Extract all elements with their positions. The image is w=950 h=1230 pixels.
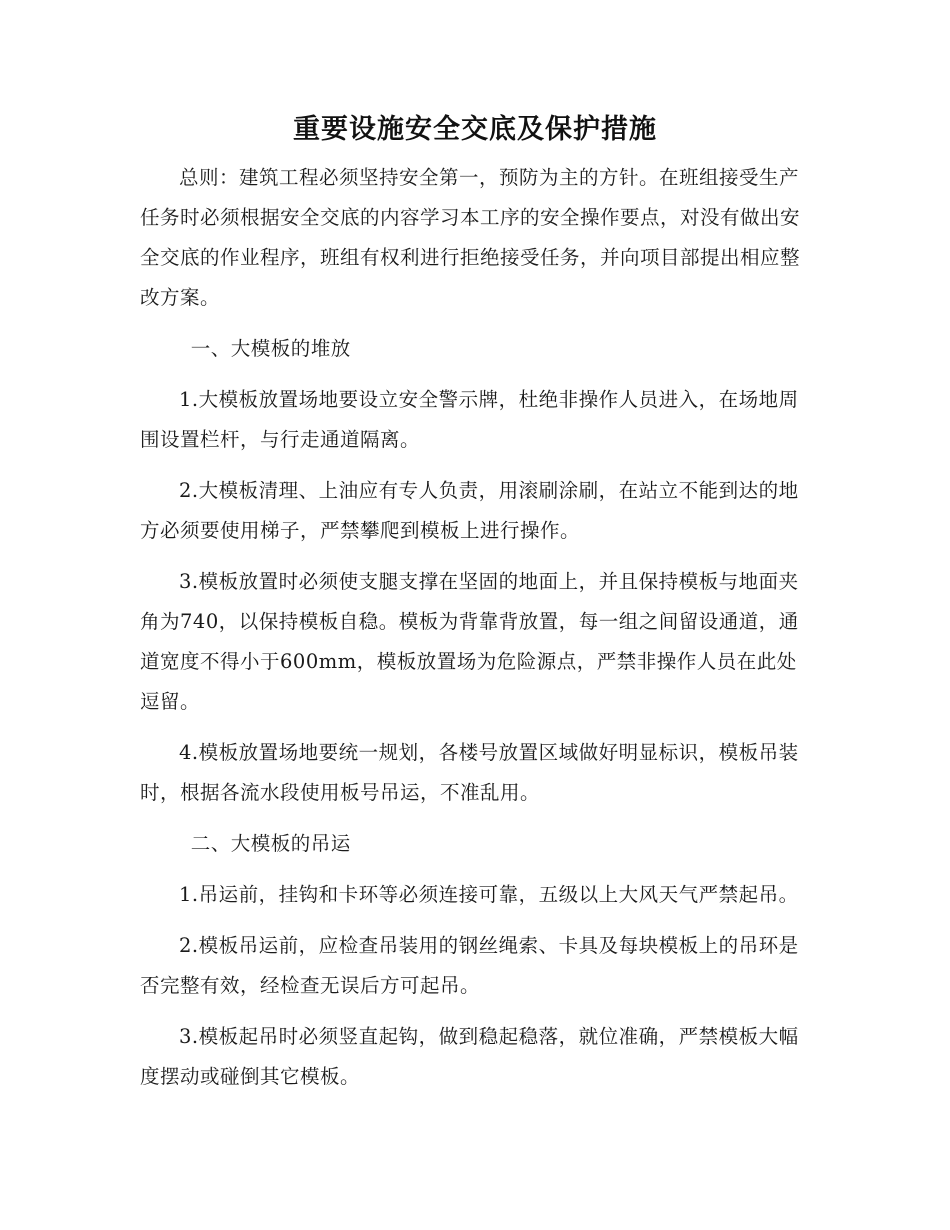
list-item: 3.模板起吊时必须竖直起钩，做到稳起稳落，就位准确，严禁模板大幅度摆动或碰倒其它模板。	[140, 1025, 799, 1088]
list-item: 1.大模板放置场地要设立安全警示牌，杜绝非操作人员进入，在场地周围设置栏杆，与行走通道隔离。	[140, 388, 799, 451]
intro-paragraph: 总则：建筑工程必须坚持安全第一，预防为主的方针。在班组接受生产任务时必须根据安全交底的内容学习本工序的安全操作要点，对没有做出安全交底的作业程序，班组有权利进行拒绝接受任务，并向项目部提出相应整改方案。	[140, 166, 801, 309]
list-item: 2.大模板清理、上油应有专人负责，用滚刷涂刷，在站立不能到达的地方必须要使用梯子，严禁攀爬到模板上进行操作。	[140, 479, 799, 542]
list-item: 2.模板吊运前，应检查吊装用的钢丝绳索、卡具及每块模板上的吊环是否完整有效，经检查无误后方可起吊。	[140, 934, 799, 997]
list-item: 3.模板放置时必须使支腿支撑在坚固的地面上，并且保持模板与地面夹角为740，以保持模板自稳。模板为背靠背放置，每一组之间留设通道，通道宽度不得小于600mm，模板放置场为危险源点，严禁非操作人员在此处逗留。	[140, 570, 799, 713]
list-item: 1.吊运前，挂钩和卡环等必须连接可靠，五级以上大风天气严禁起吊。	[179, 883, 799, 906]
section-heading: 二、大模板的吊运	[190, 832, 351, 855]
document-page	[140, 108, 810, 1097]
list-item: 4.模板放置场地要统一规划，各楼号放置区域做好明显标识，模板吊装时，根据各流水段使用板号吊运，不准乱用。	[140, 741, 799, 804]
section-heading: 一、大模板的堆放	[190, 337, 351, 360]
section-2	[140, 824, 810, 1097]
document-title: 重要设施安全交底及保护措施	[293, 114, 657, 145]
section-1	[140, 329, 810, 813]
